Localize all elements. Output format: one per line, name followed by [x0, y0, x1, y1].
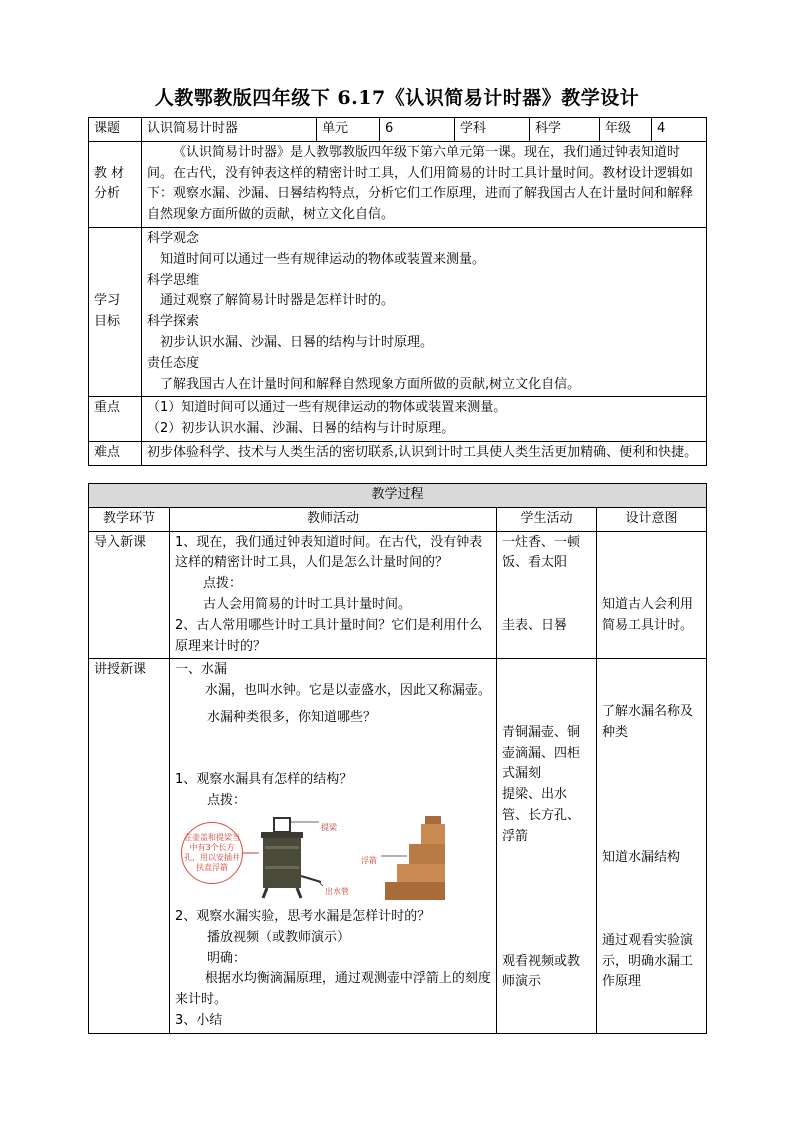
- new-intent: 了解水漏名称及种类 知道水漏结构 通过观看实验演示，明确水漏工作原理: [597, 659, 707, 1033]
- objective-body: 了解我国古人在计量时间和解释自然现象方面所做的贡献,树立文化自信。: [160, 376, 581, 392]
- teaching-process-table: [88, 483, 707, 1034]
- key-point: （1）知道时间可以通过一些有规律运动的物体或装置来测量。: [147, 400, 507, 416]
- new-teacher: 一、水漏 水漏，也叫水钟。它是以壶盛水，因此又称漏壶。 水漏种类很多，你知道哪些？ 1、观察水漏具有怎样的结构？ 点拨： 在壶盖和提梁当中有3个长方孔，用以安插并扶直浮箭 提梁 出水管 浮箭 2、观察水漏实验，思考水漏是怎样计时的？ 播放视频（或教师演示） 明确： 根据水均衡滴漏原理，通过观测壶中浮箭上的刻度来计时。 3、小结: [170, 659, 497, 1033]
- unit-value: 6: [380, 118, 455, 142]
- header-intent: 设计意图: [597, 507, 707, 531]
- objective-body: 知道时间可以通过一些有规律运动的物体或装置来测量。: [160, 251, 486, 267]
- new-lesson-row: [89, 659, 707, 1033]
- key-points-row: [89, 397, 707, 442]
- objective-body: 通过观察了解简易计时器是怎样计时的。: [160, 293, 395, 309]
- header-stage: 教学环节: [89, 507, 170, 531]
- subject-value: 科学: [530, 118, 600, 142]
- lesson-info-table: [88, 117, 707, 466]
- objective-head: 责任态度: [147, 355, 200, 371]
- page-title: 人教鄂教版四年级下 6.17《认识简易计时器》教学设计: [154, 87, 640, 109]
- objectives-label: 学习 目标: [89, 227, 142, 396]
- intro-stage: 导入新课: [89, 531, 170, 659]
- key-points-list: [142, 397, 707, 442]
- grade-value: 4: [652, 118, 707, 142]
- difficulty-text: 初步体验科学、技术与人类生活的密切联系,认识到计时工具使人类生活更加精确、便利和快捷。: [142, 441, 707, 465]
- objective-head: 科学探索: [147, 314, 200, 330]
- analysis-row: [89, 141, 707, 227]
- figure-label-outlet: 出水管: [325, 886, 349, 896]
- info-row: [89, 118, 707, 142]
- figure-label-float: 浮箭: [361, 855, 377, 865]
- new-stage: 讲授新课: [89, 659, 170, 1033]
- new-student: 青铜漏壶、铜壶滴漏、四柜式漏刻 提梁、出水管、长方孔、浮箭 观看视频或教师演示: [497, 659, 597, 1033]
- process-title-row: [89, 484, 707, 508]
- key-points-label: 重点: [89, 397, 142, 442]
- header-teacher: 教师活动: [170, 507, 497, 531]
- intro-row: [89, 531, 707, 659]
- water-clock-figure: [181, 816, 481, 901]
- subject-label: 学科: [455, 118, 530, 142]
- header-student: 学生活动: [497, 507, 597, 531]
- course-label: 课题: [89, 118, 142, 142]
- objectives-row: [89, 227, 707, 396]
- difficulty-label: 难点: [89, 441, 142, 465]
- objective-head: 科学思维: [147, 272, 200, 288]
- objective-head: 科学观念: [147, 230, 200, 246]
- intro-intent: 知道古人会利用简易工具计时。: [597, 531, 707, 659]
- intro-student: 一炷香、一顿饭、看太阳 圭表、日晷: [497, 531, 597, 659]
- objectives-list: [142, 227, 707, 396]
- grade-label: 年级: [600, 118, 652, 142]
- figure-note: 在壶盖和提梁当中有3个长方孔，用以安插并扶直浮箭: [181, 822, 243, 884]
- figure-label-handle: 提梁: [321, 822, 337, 832]
- difficulty-row: [89, 441, 707, 465]
- intro-teacher: 1、现在，我们通过钟表知道时间。在古代，没有钟表这样的精密计时工具，人们是怎么计量时间的？ 点拨： 古人会用简易的计时工具计量时间。 2、古人常用哪些计时工具计量时间？它们是利用什么原理来计时的？: [170, 531, 497, 659]
- analysis-text: 《认识简易计时器》是人教鄂教版四年级下第六单元第一课。现在，我们通过钟表知道时间。在古代，没有钟表这样的精密计时工具，人们用简易的计时工具计量时间。教材设计逻辑如下：观察水漏、沙漏、日晷结构特点，分析它们工作原理，进而了解我国古人在计量时间和解释自然现象方面所做的贡献，树立文化自信。: [142, 141, 707, 227]
- process-title: 教学过程: [89, 484, 707, 508]
- process-header-row: [89, 507, 707, 531]
- analysis-label: 教 材 分析: [89, 141, 142, 227]
- unit-label: 单元: [317, 118, 380, 142]
- key-point: （2）初步认识水漏、沙漏、日晷的结构与计时原理。: [147, 421, 455, 437]
- objective-body: 初步认识水漏、沙漏、日晷的结构与计时原理。: [160, 334, 434, 350]
- course-value: 认识简易计时器: [142, 118, 317, 142]
